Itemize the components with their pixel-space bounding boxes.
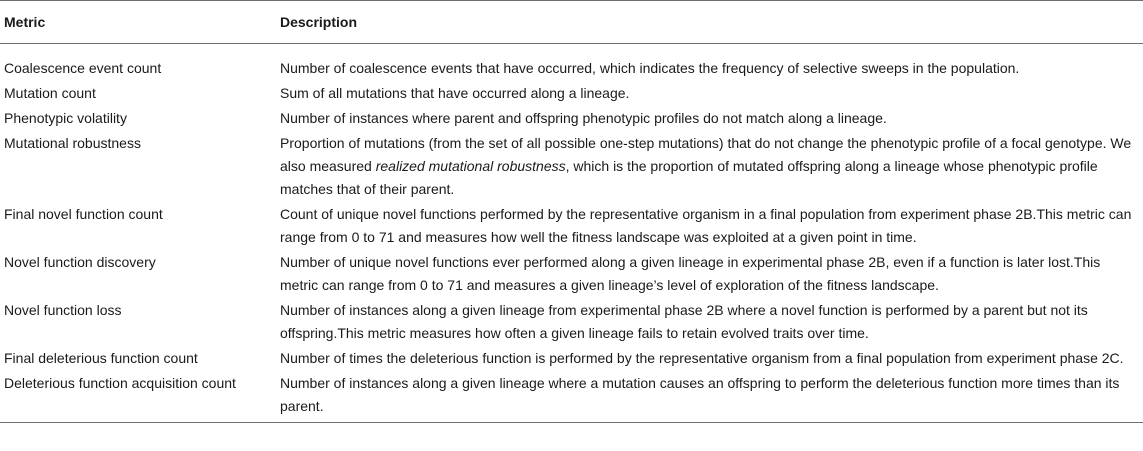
description-cell: Number of instances along a given lineage where a mutation causes an offspring to perform the deleterious function more times than its parent. xyxy=(280,375,1120,414)
table-row xyxy=(0,250,1143,298)
description-cell: Number of coalescence events that have occurred, which indicates the frequency of selective sweeps in the population. xyxy=(280,60,1020,76)
description-cell: Number of times the deleterious function is performed by the representative organism from a final population from experiment phase 2C. xyxy=(280,350,1124,366)
metric-cell: Mutation count xyxy=(4,85,96,101)
table-row xyxy=(0,346,1143,371)
header-row xyxy=(0,1,1143,44)
metric-cell: Final novel function count xyxy=(4,206,163,222)
table-row xyxy=(0,131,1143,202)
table-row xyxy=(0,81,1143,106)
metric-cell: Phenotypic volatility xyxy=(4,110,127,126)
table-row xyxy=(0,106,1143,131)
table-bottom-rule xyxy=(0,423,1143,424)
description-cell: Number of unique novel functions ever performed along a given lineage in experimental phase 2B, even if a function is later lost.This metric can range from 0 to 71 and measures a given lineage’s level of exploration of the fitness landscape. xyxy=(280,254,1101,293)
table-row xyxy=(0,202,1143,250)
description-cell: Number of instances along a given lineage from experimental phase 2B where a novel function is performed by a parent but not its offspring.This metric measures how often a given lineage fails to retain evolved traits over time. xyxy=(280,302,1088,341)
table-row xyxy=(0,298,1143,346)
metric-cell: Novel function discovery xyxy=(4,254,156,270)
metric-column-header: Metric xyxy=(4,14,46,30)
table-row xyxy=(0,56,1143,81)
description-text: Proportion of mutations (from the set of all possible one-step mutations) that do not change the phenotypic profile of a focal genotype. We also measured xyxy=(280,135,1132,174)
metric-cell: Final deleterious function count xyxy=(4,350,198,366)
description-cell xyxy=(276,131,1143,202)
metric-cell: Mutational robustness xyxy=(4,135,141,151)
description-column-header: Description xyxy=(280,14,358,30)
metric-cell: Novel function loss xyxy=(4,302,122,318)
description-cell: Sum of all mutations that have occurred along a lineage. xyxy=(280,85,630,101)
table-header xyxy=(0,1,1143,44)
description-cell: Number of instances where parent and offspring phenotypic profiles do not match along a lineage. xyxy=(280,110,887,126)
table-body xyxy=(0,44,1143,423)
description-text: , which is the proportion of mutated offspring along a lineage whose phenotypic profile matches that of their parent. xyxy=(280,158,1098,197)
table-row xyxy=(0,371,1143,423)
metric-cell: Deleterious function acquisition count xyxy=(4,375,236,391)
metric-cell: Coalescence event count xyxy=(4,60,162,76)
description-emphasis: realized mutational robustness xyxy=(375,158,566,174)
description-cell: Count of unique novel functions performed by the representative organism in a final population from experiment phase 2B.This metric can range from 0 to 71 and measures how well the fitness landscape was exploited at a given point in time. xyxy=(280,206,1132,245)
